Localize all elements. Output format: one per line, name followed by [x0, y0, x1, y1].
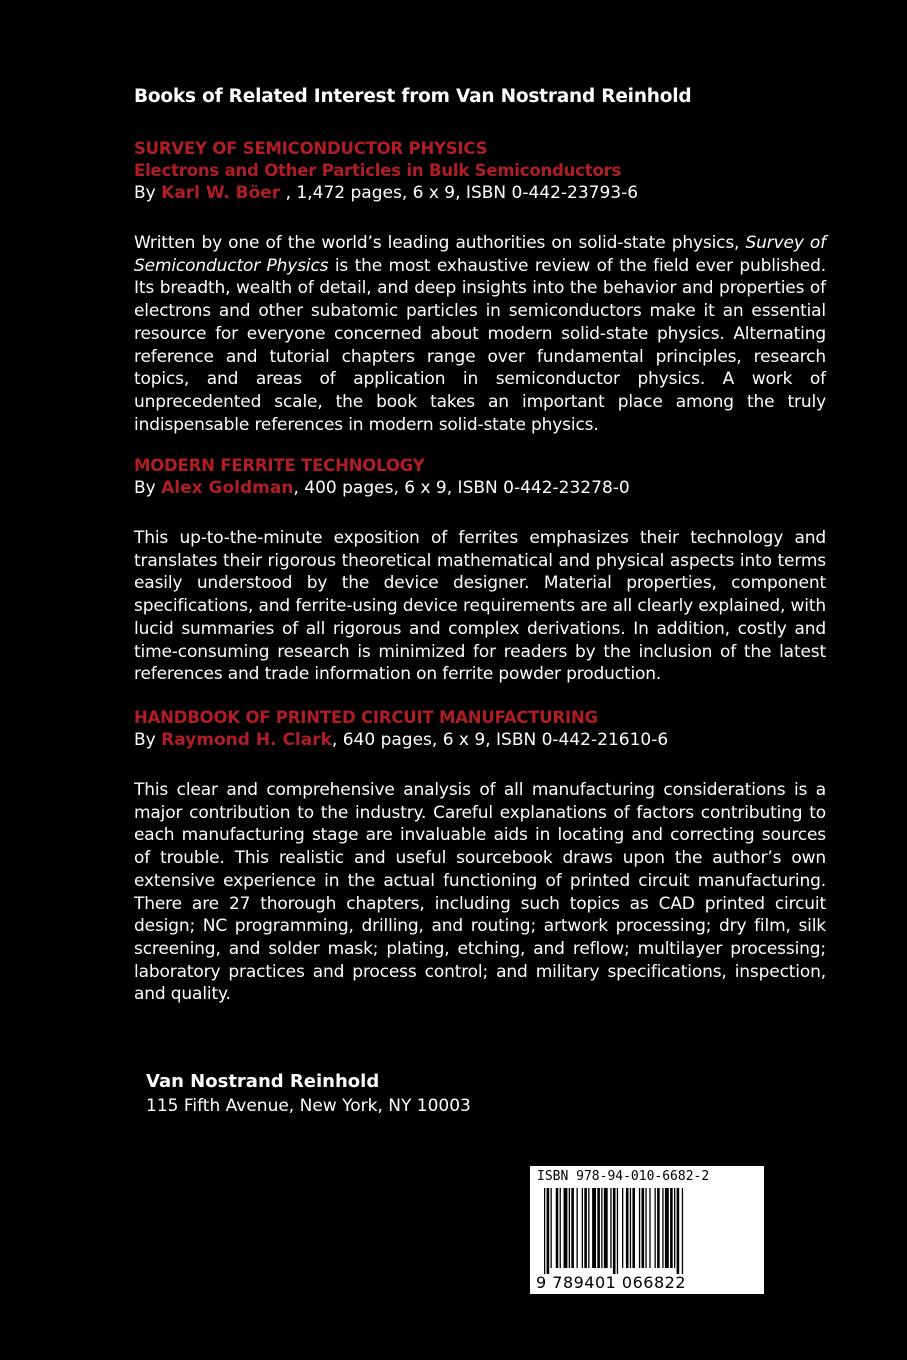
publisher-name: Van Nostrand Reinhold — [146, 1071, 380, 1092]
barcode-bar — [547, 1188, 550, 1274]
book-entry-ferrite — [134, 455, 826, 703]
barcode-bar — [626, 1188, 629, 1268]
barcode-bar — [544, 1188, 545, 1274]
barcode-bar — [551, 1188, 552, 1268]
by-label: By — [134, 730, 162, 750]
barcode-bar — [674, 1188, 675, 1268]
barcode-bar — [662, 1188, 663, 1268]
barcode-bar — [642, 1188, 645, 1268]
barcode-bar — [571, 1188, 574, 1268]
desc-rest: is the most exhaustive review of the field ever published. Its breadth, wealth of detail, and deep insights into the behavior and properties of electrons and other subatomic particles in semiconductors make it an essential resource for everyone concerned about modern solid-state physics. Alternating reference and tutorial chapters range over fundamental principles, research topics, and areas of application in semiconductor physics. A work of unprecedented scale, the book takes an important place among the truly indispensable references in modern solid-state physics. — [134, 255, 826, 435]
book-details: , 640 pages, 6 x 9, ISBN 0-442-21610-6 — [331, 730, 669, 750]
book-title: SURVEY OF SEMICONDUCTOR PHYSICS — [134, 139, 488, 158]
barcode-bar — [556, 1188, 559, 1268]
isbn-label: ISBN 978-94-010-6682-2 — [537, 1169, 710, 1184]
barcode-bar — [582, 1188, 583, 1268]
barcode-bar — [617, 1188, 618, 1274]
barcode-bar — [665, 1188, 669, 1268]
barcode-bar — [569, 1188, 570, 1268]
book-description: This clear and comprehensive analysis of all manufacturing considerations is a major contribution to the industry. Careful explanations of factors contributing to each manufacturing stage are invaluable aids in locating and correcting sources of trouble. This realistic and useful sourcebook draws upon the author’s own extensive experience in the actual functioning of printed circuit manufacturing. There are 27 thorough chapters, including such topics as CAD printed circuit design; NC programming, drilling, and routing; artwork processing; dry film, silk screening, and solder mask; plating, etching, and reflow; multilayer processing; laboratory practices and process control; and military specifications, inspection, and quality. — [134, 780, 826, 1005]
isbn-barcode — [530, 1166, 764, 1294]
book-details: , 1,472 pages, 6 x 9, ISBN 0-442-23793-6 — [280, 183, 639, 203]
barcode-bar — [604, 1188, 608, 1268]
by-label: By — [134, 478, 162, 498]
book-byline — [134, 477, 826, 499]
publisher-address: 115 Fifth Avenue, New York, NY 10003 — [146, 1096, 471, 1116]
barcode-bar — [677, 1188, 680, 1274]
barcode-digits: 9 789401 066822 — [536, 1273, 687, 1292]
barcode-bar — [601, 1188, 602, 1268]
barcode-bar — [588, 1188, 589, 1268]
barcode-bar — [657, 1188, 660, 1268]
barcode-bar — [592, 1188, 596, 1268]
barcode-bar — [682, 1188, 683, 1274]
barcode-bar — [613, 1188, 616, 1274]
barcode-bar — [577, 1188, 578, 1268]
book-author: Raymond H. Clark — [161, 730, 332, 750]
book-entry-semiconductor — [134, 138, 826, 453]
barcode-bar — [560, 1188, 561, 1268]
book-author: Karl W. Böer — [161, 183, 281, 203]
page-heading: Books of Related Interest from Van Nostrand Reinhold — [134, 86, 692, 107]
barcode-bar — [649, 1188, 650, 1268]
book-entry-printed-circuit — [134, 707, 826, 1023]
book-subtitle: Electrons and Other Particles in Bulk Semiconductors — [134, 161, 622, 180]
book-author: Alex Goldman — [161, 478, 294, 498]
desc-italic-title: Survey of Semiconductor Physics — [134, 233, 826, 276]
barcode-bar — [655, 1188, 656, 1268]
publisher-block — [146, 1070, 471, 1118]
desc-lead: Written by one of the world’s leading authorities on solid-state physics, — [134, 233, 746, 253]
barcode-bar — [639, 1188, 640, 1268]
book-byline — [134, 729, 826, 751]
book-title: MODERN FERRITE TECHNOLOGY — [134, 456, 425, 475]
book-title: HANDBOOK OF PRINTED CIRCUIT MANUFACTURING — [134, 708, 598, 727]
barcode-bar — [564, 1188, 568, 1268]
barcode-bar — [632, 1188, 635, 1268]
book-byline — [134, 182, 826, 204]
book-description: This up-to-the-minute exposition of ferrites emphasizes their technology and translates their rigorous theoretical mathematical and physical aspects into terms easily understood by the device designer. Material properties, component specifications, and ferrite-using device requirements are all clearly explained, with lucid summaries of all rigorous and complex derivations. In addition, costly and time-consuming research is minimized for readers by the inclusion of the latest references and trade information on ferrite powder production. — [134, 528, 826, 685]
barcode-bar — [670, 1188, 673, 1268]
by-label: By — [134, 183, 162, 203]
book-details: , 400 pages, 6 x 9, ISBN 0-442-23278-0 — [293, 478, 630, 498]
barcode-bar — [622, 1188, 623, 1268]
barcode-bar — [630, 1188, 631, 1268]
barcode-bar — [645, 1188, 646, 1268]
book-description — [134, 232, 826, 436]
barcode-bar — [597, 1188, 600, 1268]
barcode-bar — [584, 1188, 587, 1268]
barcode-bar — [610, 1188, 611, 1268]
